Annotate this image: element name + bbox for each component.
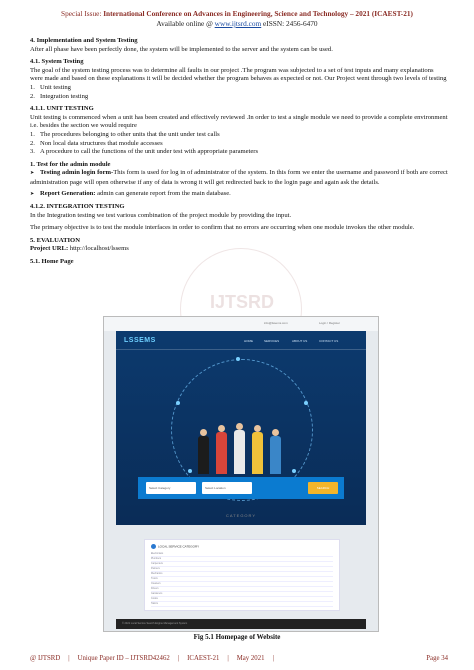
site-footer-text: © 2021 Local Service Search Engine Management System [122,622,188,625]
footer-page-number: Page 34 [426,655,448,662]
worker-head [272,429,279,436]
network-dot [176,401,180,405]
worker-figure [270,436,281,474]
section-5-1-title: 5.1. Home Page [30,258,74,266]
report-item: ➤ Report Generation: admin can generate report from the main database. [30,190,448,200]
section-4-text: After all phase have been perfectly done, the system will be implemented to the server and the system can be used. [30,45,333,53]
project-url-link[interactable]: http://localhost/lssems [68,245,129,253]
paper-body [30,37,448,267]
footer-conf: ICAEST-21 [187,655,220,662]
nav-about: ABOUT US [292,339,308,343]
journal-url-link[interactable]: www.ijtsrd.com [214,19,262,28]
list-item[interactable]: Tutors [151,577,333,582]
project-url: Project URL: http://localhost/lssems [30,245,129,253]
worker-head [254,425,261,432]
category-select[interactable]: Select Category [146,482,196,494]
worker-head [200,429,207,436]
section-5-title: 5. EVALUATION [30,236,80,244]
special-issue-prefix: Special Issue: [61,9,104,18]
homepage-screenshot [103,316,379,632]
category-list-title: LOCAL SERVICE CATEGORY [151,544,199,549]
conference-title: International Conference on Advances in Engineering, Science and Technology – 2021 (ICAEST-21) [103,9,413,18]
section-4-title: 4. Implementation and System Testing [30,37,138,44]
section-4-1-1-title: 4.1.1. UNIT TESTING [30,105,94,113]
topbar-email: info@lssems.com [264,321,288,325]
section-4-1-2-text: In the Integration testing we test various combination of the project module by providing the input. [30,211,292,219]
list-item[interactable]: Painters [151,567,333,572]
section-4-1-2-title: 4.1.2. INTEGRATION TESTING [30,203,125,211]
list-item: 2. Non local data structures that module accesses [30,139,163,147]
list-icon [151,544,156,549]
search-bar [138,477,344,499]
search-button[interactable]: SEARCH [308,482,338,494]
screenshot-topbar [104,317,378,331]
list-item: 1. Unit testing [30,83,71,91]
list-item[interactable]: Tailors [151,602,333,607]
network-dot [304,401,308,405]
worker-figure [198,436,209,474]
list-item[interactable]: Gardeners [151,592,333,597]
footer-paper-id: Unique Paper ID – IJTSRD42462 [77,655,170,662]
list-item[interactable]: Plumbers [151,557,333,562]
nav-services: SERVICES [264,339,280,343]
worker-head [218,425,225,432]
nav-contact: CONTACT US [319,339,339,343]
list-item[interactable]: Carpenters [151,562,333,567]
list-item: 1. The procedures belonging to other units that the unit under test calls [30,130,220,138]
topbar-login: Login / Register [319,321,341,325]
worker-head [236,423,243,430]
page-footer: @ IJTSRD | Unique Paper ID – IJTSRD42462 | ICAEST-21 | May 2021 | Page 34 [30,655,448,662]
network-dot [292,469,296,473]
list-item[interactable]: Electricians [151,552,333,557]
site-logo: LSSEMS [124,337,156,344]
worker-figure [234,430,245,474]
eissn: eISSN: 2456-6470 [261,19,318,28]
triangle-bullet-icon: ➤ [30,191,35,197]
network-dot [236,357,240,361]
admin-module-title: 1. Test for the admin module [30,160,111,168]
page-header [0,9,474,29]
section-4-1-text: The goal of the system testing process was to determine all faults in our project .The program was subjected to a set of test inputs and many explanations were made and based on these explanations it will be decided whether the program behaves as expected or not. Our Project went through two levels of testing [30,66,447,83]
section-4-1-1-text: Unit testing is commenced when a unit has been created and effectively reviewed .In order to test a single module we need to provide a complete environment i.e. besides the section we would require [30,113,448,130]
site-footer [116,619,366,629]
footer-date: May 2021 [236,655,265,662]
nav-divider [116,349,366,350]
list-item[interactable]: Mechanics [151,572,333,577]
list-item[interactable]: Drivers [151,587,333,592]
hero-banner [116,331,366,525]
network-dot [188,469,192,473]
worker-figure [216,432,227,474]
section-4-1-title: 4.1. System Testing [30,58,84,66]
nav-home: HOME [244,339,253,343]
footer-journal: @ IJTSRD [30,655,61,662]
triangle-bullet-icon: ➤ [30,171,35,177]
category-heading: CATEGORY [225,513,257,518]
worker-figure [252,432,263,474]
list-item[interactable]: Cooks [151,597,333,602]
location-select[interactable]: Select Location [202,482,252,494]
category-list [144,539,340,611]
list-item[interactable]: Cleaners [151,582,333,587]
available-prefix: Available online @ [156,19,215,28]
watermark: IJTSRD [210,292,275,312]
list-item: 3. A procedure to call the functions of the unit under test with appropriate parameters [30,148,259,156]
figure-caption: Fig 5.1 Homepage of Website [193,633,281,641]
admin-login-item: ➤ Testing admin login form-This form is used for log in of administrator of the system. In this form we enter the username and password if both are correct administration page will open otherwise if any of data is wrong it will get redirected back to the login page and again ask the details. [30,169,448,186]
section-4-1-2-text-2: The primary objective is to test the module interfaces in order to confirm that no errors are occurring when one module invokes the other module. [30,224,415,232]
list-item: 2. Integration testing [30,92,89,100]
